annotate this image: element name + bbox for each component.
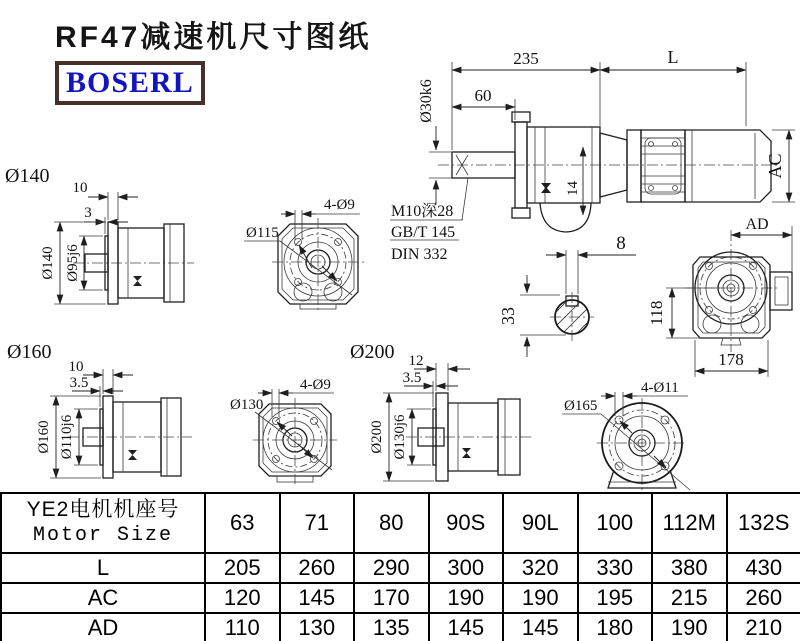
col-90S: 90S xyxy=(429,493,504,553)
flange-160-side-view xyxy=(7,341,192,478)
dim-200-spigot: Ø130j6 xyxy=(392,414,408,460)
cell-AD-100: 180 xyxy=(578,613,653,641)
col-132S: 132S xyxy=(727,493,800,553)
dim-165-bolt-circle: Ø165 xyxy=(564,398,598,414)
dim-115-bolt-circle: Ø115 xyxy=(246,225,279,241)
flange-face-165-view xyxy=(562,380,690,492)
col-112M: 112M xyxy=(652,493,727,553)
cell-L-90L: 320 xyxy=(503,553,578,583)
brand-logo-text: BOSERL xyxy=(66,66,194,99)
dim-AC: AC xyxy=(765,153,785,179)
dim-33: 33 xyxy=(498,307,518,325)
dim-115-holes: 4-Ø9 xyxy=(324,197,355,213)
page-title: RF47减速机尺寸图纸 xyxy=(55,21,372,54)
dim-118: 118 xyxy=(647,300,666,326)
motor-size-label-en: Motor Size xyxy=(32,524,174,547)
flange160-label: Ø160 xyxy=(7,341,52,363)
dim-L: L xyxy=(667,47,679,67)
cell-L-90S: 300 xyxy=(429,553,504,583)
dim-shaft-diameter: Ø30k6 xyxy=(418,79,435,123)
dim-178: 178 xyxy=(718,350,744,369)
table-header-motor-size xyxy=(1,493,205,553)
dim-140-spigot: Ø95j6 xyxy=(65,244,81,282)
dim-160-spigot: Ø110j6 xyxy=(59,414,75,460)
flange-200-side-view xyxy=(350,341,532,481)
note-gbt145: GB/T 145 xyxy=(391,224,456,241)
cell-L-100: 330 xyxy=(578,553,653,583)
key-section-view xyxy=(498,233,636,358)
table-header-row xyxy=(1,493,800,553)
flange-face-115-view xyxy=(244,197,364,310)
dim-14: 14 xyxy=(565,181,581,196)
dim-200-35: 3.5 xyxy=(402,370,422,386)
dim-200-outer: Ø200 xyxy=(369,420,385,454)
dim-160-outer: Ø160 xyxy=(36,420,52,454)
table-row-AC xyxy=(1,583,800,613)
cell-AD-80: 135 xyxy=(354,613,429,641)
col-100: 100 xyxy=(578,493,653,553)
dim-AD: AD xyxy=(745,216,769,233)
col-71: 71 xyxy=(280,493,355,553)
dim-200-12: 12 xyxy=(408,353,424,369)
cell-AD-112M: 190 xyxy=(652,613,727,641)
dim-130-bolt-circle: Ø130 xyxy=(230,397,264,413)
dim-140-outer: Ø140 xyxy=(40,246,56,280)
dim-130-holes: 4-Ø9 xyxy=(300,377,331,393)
cell-L-80: 290 xyxy=(354,553,429,583)
main-side-view xyxy=(390,47,795,271)
cell-AC-112M: 215 xyxy=(652,583,727,613)
dim-165-holes: 4-Ø11 xyxy=(641,380,679,396)
cell-AD-63: 110 xyxy=(205,613,280,641)
flange-face-130-view xyxy=(230,377,337,484)
cell-L-112M: 380 xyxy=(652,553,727,583)
dim-140-3: 3 xyxy=(84,205,92,221)
row-label-AC: AC xyxy=(1,583,205,613)
note-tapped-hole: M10深28 xyxy=(391,203,454,220)
table-row-L xyxy=(1,553,800,583)
cell-AC-90S: 190 xyxy=(429,583,504,613)
cell-AD-71: 130 xyxy=(280,613,355,641)
dim-140-10: 10 xyxy=(72,180,88,196)
row-label-AD: AD xyxy=(1,613,205,641)
motor-size-label-cn: YE2电机机座号 xyxy=(26,498,180,521)
cell-AC-63: 120 xyxy=(205,583,280,613)
cell-AD-90S: 145 xyxy=(429,613,504,641)
cell-AC-90L: 190 xyxy=(503,583,578,613)
row-label-L: L xyxy=(1,553,205,583)
dim-160-10: 10 xyxy=(68,359,84,375)
cell-L-63: 205 xyxy=(205,553,280,583)
cell-AC-71: 145 xyxy=(280,583,355,613)
dim-235: 235 xyxy=(513,49,539,68)
cell-AC-100: 195 xyxy=(578,583,653,613)
cell-AC-80: 170 xyxy=(354,583,429,613)
flange-140-side-view xyxy=(5,165,194,304)
cell-AC-132S: 260 xyxy=(727,583,800,613)
rear-view xyxy=(647,230,792,377)
col-80: 80 xyxy=(354,493,429,553)
cell-L-132S: 430 xyxy=(727,553,800,583)
col-90L: 90L xyxy=(503,493,578,553)
cell-AD-132S: 210 xyxy=(727,613,800,641)
cell-L-71: 260 xyxy=(280,553,355,583)
cell-AD-90L: 145 xyxy=(503,613,578,641)
dim-key-width: 8 xyxy=(616,233,626,254)
flange140-label: Ø140 xyxy=(5,165,50,187)
dim-60: 60 xyxy=(474,86,492,105)
dimension-table xyxy=(0,492,800,641)
flange200-label: Ø200 xyxy=(350,341,395,363)
table-row-AD xyxy=(1,613,800,641)
col-63: 63 xyxy=(205,493,280,553)
note-din332: DIN 332 xyxy=(391,246,448,263)
dim-160-35: 3.5 xyxy=(69,375,89,391)
